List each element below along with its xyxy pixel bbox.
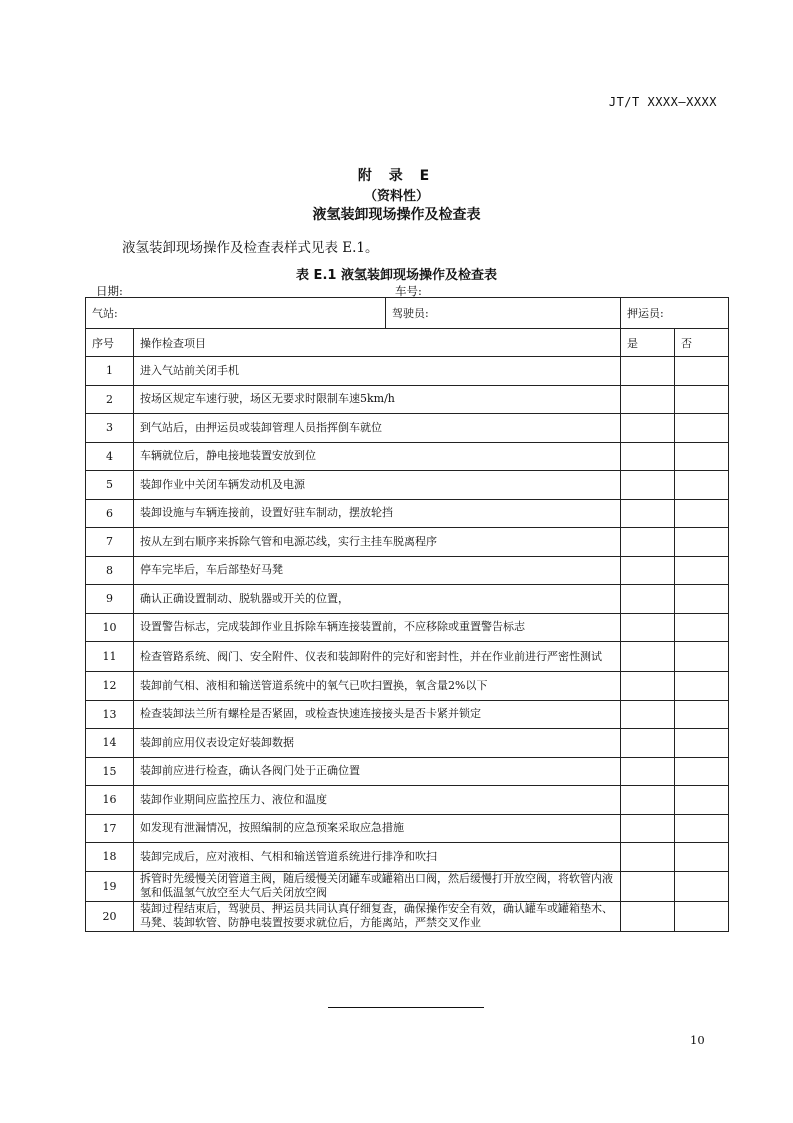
row-item: 确认正确设置制动、脱轨器或开关的位置，	[134, 585, 621, 614]
table-row	[86, 642, 729, 672]
table-row	[86, 442, 729, 471]
plate-label: 车号:	[395, 284, 422, 298]
no-checkbox-cell[interactable]	[675, 700, 729, 729]
no-checkbox-cell[interactable]	[675, 642, 729, 672]
row-number: 17	[86, 814, 134, 843]
no-checkbox-cell[interactable]	[675, 499, 729, 528]
row-item: 到气站后，由押运员或装卸管理人员指挥倒车就位	[134, 414, 621, 443]
row-number: 12	[86, 672, 134, 701]
yes-checkbox-cell[interactable]	[621, 843, 675, 872]
no-checkbox-cell[interactable]	[675, 786, 729, 815]
no-checkbox-cell[interactable]	[675, 871, 729, 901]
yes-checkbox-cell[interactable]	[621, 442, 675, 471]
yes-checkbox-cell[interactable]	[621, 585, 675, 614]
table-row	[86, 672, 729, 701]
row-number: 4	[86, 442, 134, 471]
row-item: 检查装卸法兰所有螺栓是否紧固，或检查快速连接接头是否卡紧并锁定	[134, 700, 621, 729]
driver-label: 驾驶员:	[392, 307, 429, 320]
row-item: 装卸完成后，应对液相、气相和输送管道系统进行排净和吹扫	[134, 843, 621, 872]
table-row	[86, 814, 729, 843]
yes-checkbox-cell[interactable]	[621, 642, 675, 672]
yes-checkbox-cell[interactable]	[621, 414, 675, 443]
no-checkbox-cell[interactable]	[675, 814, 729, 843]
yes-checkbox-cell[interactable]	[621, 556, 675, 585]
table-row	[86, 901, 729, 931]
table-row	[86, 786, 729, 815]
no-checkbox-cell[interactable]	[675, 442, 729, 471]
table-row	[86, 700, 729, 729]
table-row	[86, 843, 729, 872]
no-checkbox-cell[interactable]	[675, 528, 729, 557]
yes-checkbox-cell[interactable]	[621, 528, 675, 557]
row-item: 装卸前气相、液相和输送管道系统中的氧气已吹扫置换，氧含量2%以下	[134, 672, 621, 701]
table-row	[86, 613, 729, 642]
row-number: 3	[86, 414, 134, 443]
table-row	[86, 499, 729, 528]
row-item: 装卸作业中关闭车辆发动机及电源	[134, 471, 621, 500]
table-header-row	[86, 329, 729, 357]
row-item: 装卸前应用仪表设定好装卸数据	[134, 729, 621, 758]
table-row	[86, 471, 729, 500]
yes-checkbox-cell[interactable]	[621, 700, 675, 729]
row-item: 拆管时先缓慢关闭管道主阀，随后缓慢关闭罐车或罐箱出口阀，然后缓慢打开放空阀，将软管内液氢和低温氢气放空至大气后关闭放空阀	[134, 871, 621, 901]
yes-checkbox-cell[interactable]	[621, 613, 675, 642]
no-checkbox-cell[interactable]	[675, 556, 729, 585]
row-item: 如发现有泄漏情况，按照编制的应急预案采取应急措施	[134, 814, 621, 843]
station-field	[86, 298, 386, 329]
no-checkbox-cell[interactable]	[675, 613, 729, 642]
table-row	[86, 757, 729, 786]
row-item: 进入气站前关闭手机	[134, 357, 621, 386]
table-row	[86, 357, 729, 386]
col-header-item: 操作检查项目	[134, 329, 621, 357]
row-number: 5	[86, 471, 134, 500]
row-item: 车辆就位后，静电接地装置安放到位	[134, 442, 621, 471]
row-number: 10	[86, 613, 134, 642]
yes-checkbox-cell[interactable]	[621, 814, 675, 843]
row-item: 装卸前应进行检查，确认各阀门处于正确位置	[134, 757, 621, 786]
row-item: 装卸过程结束后，驾驶员、押运员共同认真仔细复查，确保操作安全有效，确认罐车或罐箱垫木、马凳、装卸软管、防静电装置按要求就位后，方能离站，严禁交叉作业	[134, 901, 621, 931]
standard-code: JT/T XXXX—XXXX	[608, 95, 717, 109]
no-checkbox-cell[interactable]	[675, 729, 729, 758]
table-row	[86, 385, 729, 414]
row-number: 19	[86, 871, 134, 901]
no-checkbox-cell[interactable]	[675, 357, 729, 386]
no-checkbox-cell[interactable]	[675, 901, 729, 931]
yes-checkbox-cell[interactable]	[621, 471, 675, 500]
date-label: 日期:	[96, 284, 123, 298]
yes-checkbox-cell[interactable]	[621, 385, 675, 414]
table-caption: 表 E.1 液氢装卸现场操作及检查表	[296, 268, 497, 283]
yes-checkbox-cell[interactable]	[621, 871, 675, 901]
station-label: 气站:	[92, 307, 118, 320]
row-number: 8	[86, 556, 134, 585]
col-header-yes: 是	[621, 329, 675, 357]
row-item: 按从左到右顺序来拆除气管和电源芯线，实行主挂车脱离程序	[134, 528, 621, 557]
row-number: 11	[86, 642, 134, 672]
escort-field	[621, 298, 729, 329]
table-row	[86, 556, 729, 585]
row-number: 18	[86, 843, 134, 872]
row-number: 1	[86, 357, 134, 386]
intro-paragraph: 液氢装卸现场操作及检查表样式见表 E.1。	[122, 240, 379, 256]
no-checkbox-cell[interactable]	[675, 471, 729, 500]
no-checkbox-cell[interactable]	[675, 585, 729, 614]
row-number: 14	[86, 729, 134, 758]
table-row	[86, 528, 729, 557]
row-number: 16	[86, 786, 134, 815]
table-row	[86, 729, 729, 758]
checklist-table	[85, 297, 729, 932]
footer-divider	[328, 1007, 484, 1008]
yes-checkbox-cell[interactable]	[621, 757, 675, 786]
escort-label: 押运员:	[627, 307, 664, 320]
page-number: 10	[690, 1033, 705, 1047]
yes-checkbox-cell[interactable]	[621, 901, 675, 931]
yes-checkbox-cell[interactable]	[621, 672, 675, 701]
yes-checkbox-cell[interactable]	[621, 499, 675, 528]
table-row	[86, 871, 729, 901]
appendix-name: 液氢装卸现场操作及检查表	[312, 207, 481, 223]
col-header-no: 序号	[86, 329, 134, 357]
row-item: 装卸设施与车辆连接前，设置好驻车制动，摆放轮挡	[134, 499, 621, 528]
yes-checkbox-cell[interactable]	[621, 786, 675, 815]
no-checkbox-cell[interactable]	[675, 843, 729, 872]
driver-field	[386, 298, 621, 329]
col-header-no-answer: 否	[675, 329, 729, 357]
row-number: 15	[86, 757, 134, 786]
no-checkbox-cell[interactable]	[675, 385, 729, 414]
row-item: 按场区规定车速行驶，场区无要求时限制车速5km/h	[134, 385, 621, 414]
yes-checkbox-cell[interactable]	[621, 357, 675, 386]
row-number: 9	[86, 585, 134, 614]
row-number: 6	[86, 499, 134, 528]
table-row	[86, 414, 729, 443]
row-item: 停车完毕后，车后部垫好马凳	[134, 556, 621, 585]
row-number: 7	[86, 528, 134, 557]
no-checkbox-cell[interactable]	[675, 414, 729, 443]
table-row	[86, 585, 729, 614]
yes-checkbox-cell[interactable]	[621, 729, 675, 758]
row-number: 2	[86, 385, 134, 414]
row-item: 检查管路系统、阀门、安全附件、仪表和装卸附件的完好和密封性，并在作业前进行严密性测试	[134, 642, 621, 672]
row-item: 设置警告标志，完成装卸作业且拆除车辆连接装置前，不应移除或重置警告标志	[134, 613, 621, 642]
row-item: 装卸作业期间应监控压力、液位和温度	[134, 786, 621, 815]
info-row	[86, 298, 729, 329]
appendix-nature: （资料性）	[363, 189, 429, 204]
appendix-title: 附 录 E	[357, 168, 436, 184]
no-checkbox-cell[interactable]	[675, 757, 729, 786]
row-number: 13	[86, 700, 134, 729]
row-number: 20	[86, 901, 134, 931]
no-checkbox-cell[interactable]	[675, 672, 729, 701]
